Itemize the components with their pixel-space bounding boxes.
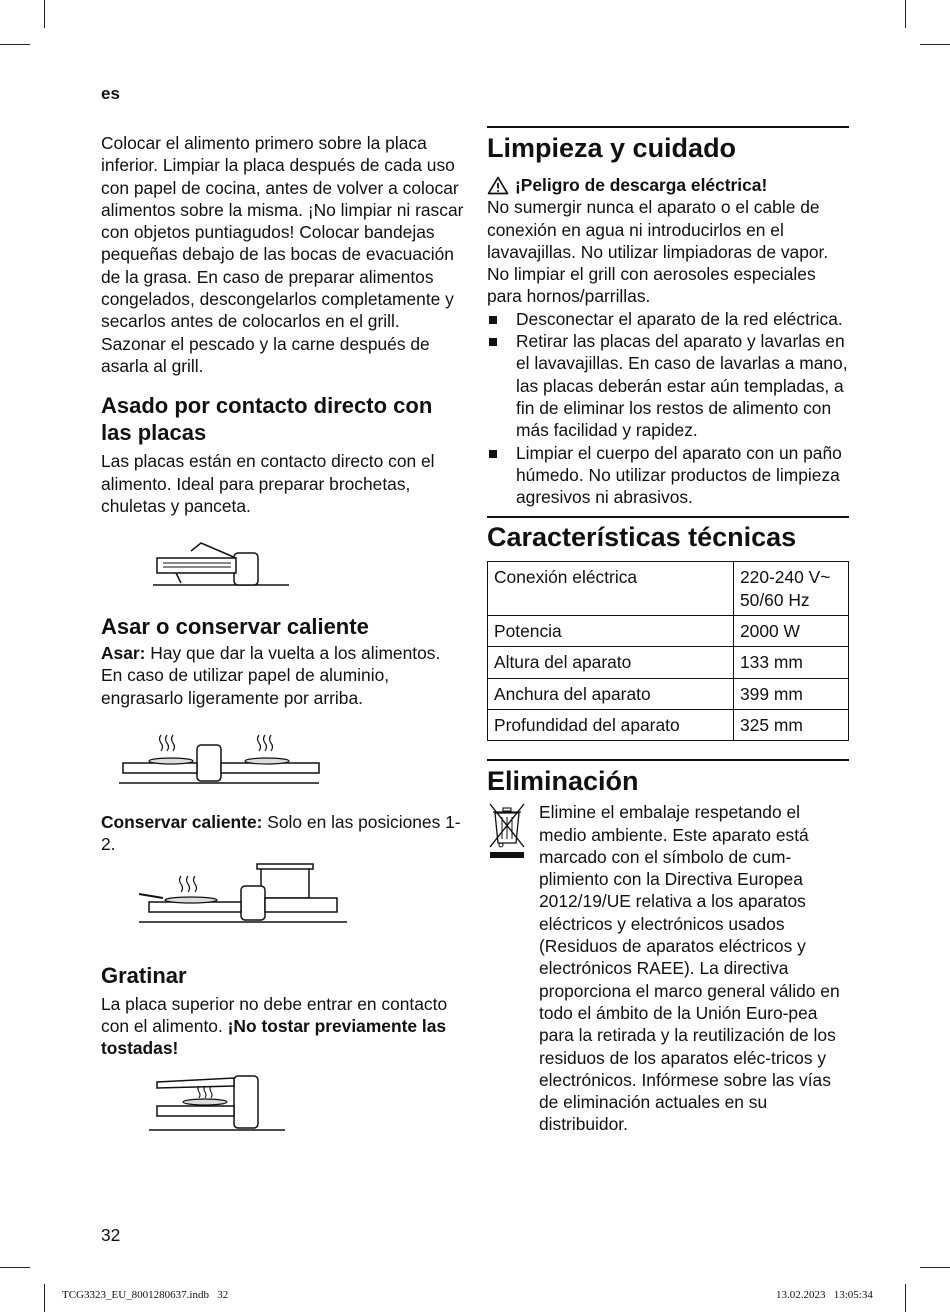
warning-title: ¡Peligro de descarga eléctrica! (515, 175, 768, 195)
contact-grill-paragraph: Las placas están en contacto directo con el alimento. Ideal para preparar brochetas, chuletas y panceta. (101, 451, 435, 516)
warning-paragraph: No sumergir nunca el aparato o el cable de conexión en agua ni introducirlos en el lavavajillas. No utilizar limpiadoras de vapor. No limpiar el grill con aerosoles especiales para hornos/parrillas. (487, 197, 829, 307)
gratin-illustration (101, 1068, 466, 1148)
table-row (488, 647, 849, 678)
warning-triangle-icon (487, 176, 509, 195)
grill-paragraph (101, 642, 466, 709)
spec-value: 325 mm (734, 709, 849, 740)
crossed-bin-icon (487, 801, 527, 861)
specs-heading: Características técnicas (487, 522, 797, 553)
crop-mark (44, 0, 45, 28)
footer-timestamp: 13.02.2023 13:05:34 (776, 1289, 873, 1301)
table-row (488, 616, 849, 647)
bullet-square-icon (489, 338, 497, 346)
spec-key: Altura del aparato (488, 647, 734, 678)
crop-mark (44, 1284, 45, 1312)
disposal-paragraph: Elimine el embalaje respetando el medio ambiente. Este aparato está marcado con el símbolo de cum-plimiento con la Directiva Europea 2012/19/UE relativa a los aparatos eléctricos y electrónicos usados (Residuos de aparatos eléctricos y electrónicos RAEE). La directiva proporciona el marco general válido en todo el ámbito de la Unión Euro-pea para la retirada y la reutilización de los residuos de los aparatos eléc-tricos y electrónicos. Infórmese sobre las vías de eliminación actuales en su distribuidor. (539, 802, 840, 1135)
crop-mark (905, 1284, 906, 1312)
table-row (488, 709, 849, 740)
gratin-heading: Gratinar (101, 962, 187, 988)
table-row (488, 678, 849, 709)
electric-warning (487, 174, 849, 196)
gratin-paragraph (101, 993, 466, 1060)
intro-paragraph: Colocar el alimento primero sobre la placa inferior. Limpiar la placa después de cada uso con papel de cocina, antes de volver a colocar alimentos sobre la misma. ¡No limpiar ni rascar con objetos puntiagudos! Colocar bandejas pequeñas debajo de las bocas de evacuación de la grasa. En caso de preparar alimentos congelados, descongelarlos completamente y secarlos antes de colocarlos en el grill. Sazonar el pescado y la carne después de asarla al grill. (101, 133, 464, 376)
language-code: es (101, 84, 120, 103)
list-item: Desconectar el aparato de la red eléctrica. (487, 308, 849, 330)
disposal-block (487, 801, 849, 1135)
gratin-warning: ¡No tostar previamente las tostadas! (101, 1015, 447, 1059)
keep-warm-text: Solo en las posiciones 1-2. (101, 812, 461, 855)
section-rule (487, 516, 849, 518)
spec-key: Anchura del aparato (488, 678, 734, 709)
keep-warm-label: Conservar caliente: (101, 812, 263, 833)
spec-value: 220-240 V~ 50/60 Hz (734, 562, 849, 616)
footer-file-info: TCG3323_EU_8001280637.indb 32 (62, 1289, 229, 1301)
list-item: Limpiar el cuerpo del aparato con un paño húmedo. No utilizar productos de limpieza agresivos ni abrasivos. (487, 442, 849, 509)
crop-mark (920, 44, 950, 45)
section-rule (487, 126, 849, 128)
keep-warm-paragraph (101, 811, 466, 856)
spec-value: 399 mm (734, 678, 849, 709)
open-grill-illustration (101, 711, 466, 801)
spec-key: Profundidad del aparato (488, 709, 734, 740)
gratin-text: La placa superior no debe entrar en contacto con el alimento. (101, 993, 448, 1036)
spec-key: Conexión eléctrica (488, 562, 734, 616)
keep-warm-illustration (101, 858, 466, 948)
spec-key: Potencia (488, 616, 734, 647)
right-column (487, 126, 849, 1136)
contact-grill-illustration (101, 517, 466, 607)
cleaning-heading: Limpieza y cuidado (487, 133, 737, 163)
cleaning-steps (487, 308, 849, 509)
grill-text: Hay que dar la vuelta a los alimentos. En caso de utilizar papel de aluminio, engrasarlo ligeramente por arriba. (101, 643, 441, 708)
contact-grill-heading: Asado por contacto directo con las placas (101, 393, 433, 446)
left-column (101, 132, 466, 1148)
spec-value: 2000 W (734, 616, 849, 647)
bullet-square-icon (489, 450, 497, 458)
crop-mark (920, 1267, 950, 1268)
disposal-heading: Eliminación (487, 766, 639, 797)
specs-table (487, 561, 849, 741)
page-number: 32 (101, 1225, 121, 1245)
list-item: Retirar las placas del aparato y lavarlas en el lavavajillas. En caso de lavarlas a mano, las placas deberán estar aún templadas, a fin de eliminar los restos de alimento con más facilidad y rapidez. (487, 330, 849, 441)
grill-warm-heading: Asar o conservar caliente (101, 614, 369, 640)
grill-label: Asar: (101, 643, 146, 664)
table-row (488, 562, 849, 616)
spec-value: 133 mm (734, 647, 849, 678)
crop-mark (0, 1267, 30, 1268)
crop-mark (905, 0, 906, 28)
bullet-square-icon (489, 316, 497, 324)
section-rule (487, 759, 849, 761)
crop-mark (0, 44, 30, 45)
